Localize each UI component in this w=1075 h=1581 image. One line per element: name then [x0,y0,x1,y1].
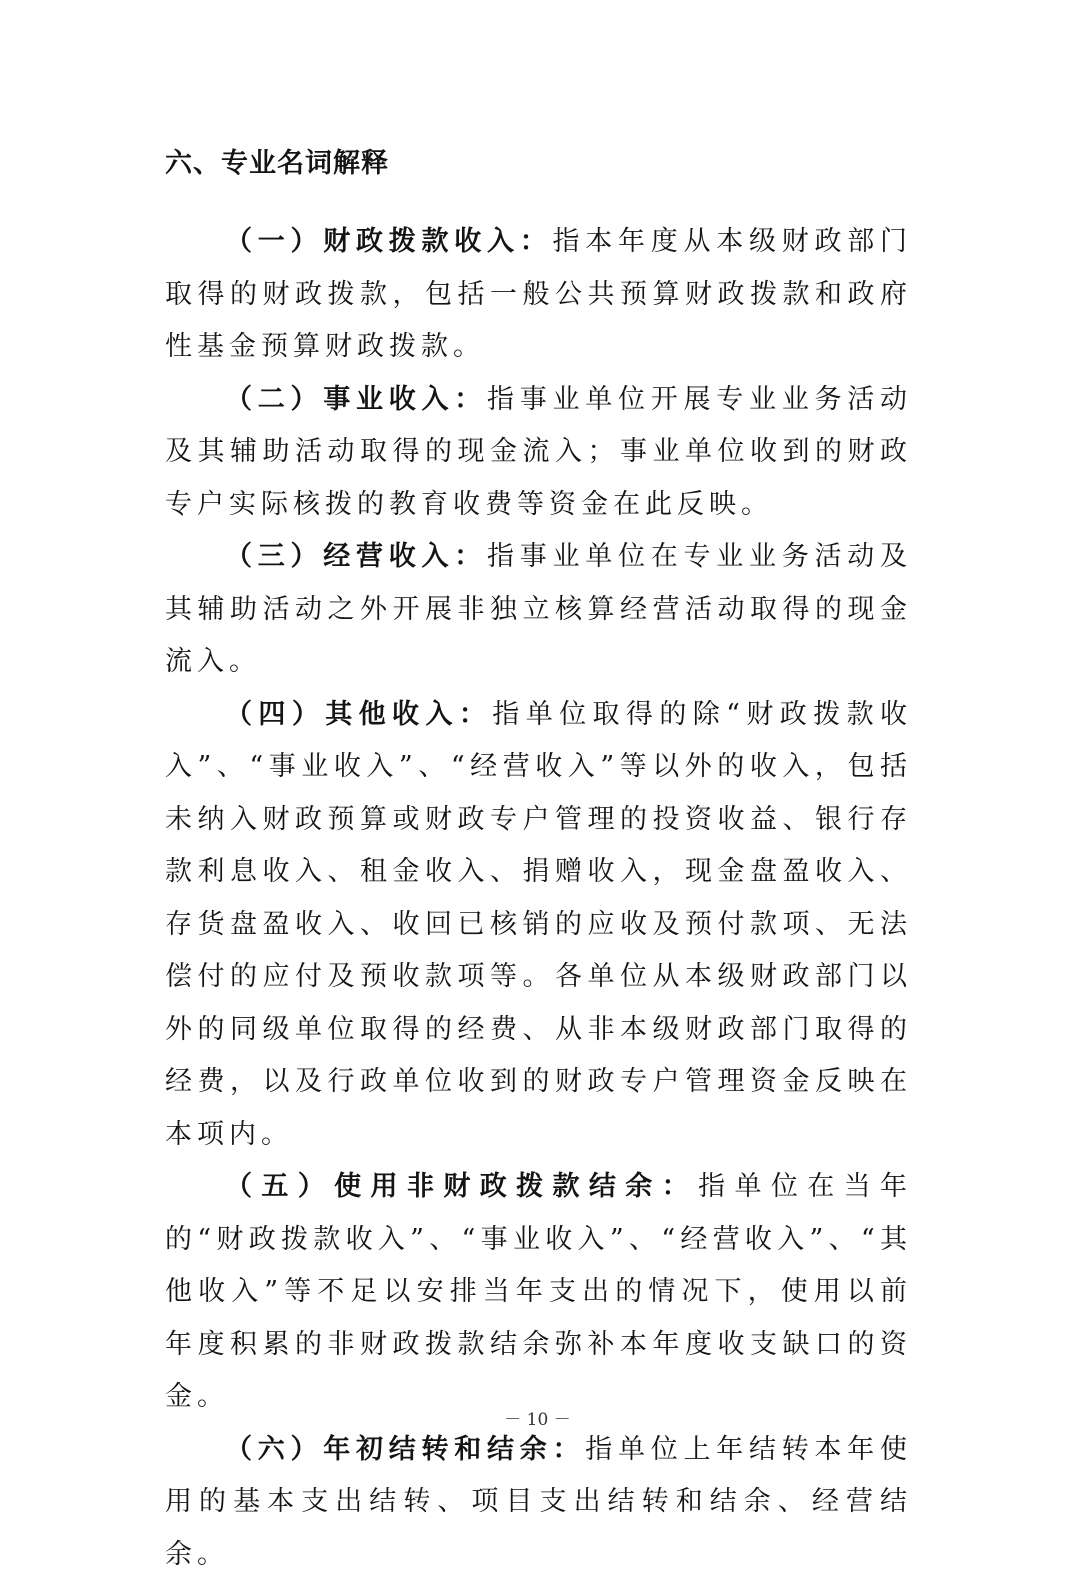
page-number: － 10 － [0,1408,1075,1432]
term-definition: 指单位上年结转本年使用的基本支出结转、项目支出结转和结余、经营结余。 [165,1434,912,1570]
term-label: （三）经营收入： [225,541,487,572]
paragraph-non-fiscal-balance-use [165,1161,912,1424]
term-label: （二）事业收入： [225,384,487,415]
term-definition: 指单位取得的除“财政拨款收入”、“事业收入”、“经营收入”等以外的收入，包括未纳入财政预算或财政专户管理的投资收益、银行存款利息收入、租金收入、捐赠收入，现金盘盈收入、存货盘盈收入、收回已核销的应收及预付款项、无法偿付的应付及预收款项等。各单位从本级财政部门以外的同级单位取得的经费、从非本级财政部门取得的经费，以及行政单位收到的财政专户管理资金反映在本项内。 [165,699,912,1150]
term-definition: 指本年度从本级财政部门取得的财政拨款，包括一般公共预算财政拨款和政府性基金预算财政拨款。 [165,226,912,362]
paragraph-opening-carryover-balance [165,1424,912,1581]
paragraph-operating-income [165,531,912,689]
term-label: （六）年初结转和结余： [225,1434,585,1465]
term-label: （一）财政拨款收入： [225,226,553,257]
section-title: 六、专业名词解释 [165,140,389,188]
paragraph-business-income [165,374,912,532]
term-definition: 指事业单位开展专业业务活动及其辅助活动取得的现金流入；事业单位收到的财政专户实际核拨的教育收费等资金在此反映。 [165,384,912,520]
term-definition: 指事业单位在专业业务活动及其辅助活动之外开展非独立核算经营活动取得的现金流入。 [165,541,912,677]
term-definition: 指单位在当年的“财政拨款收入”、“事业收入”、“经营收入”、“其他收入”等不足以安排当年支出的情况下，使用以前年度积累的非财政拨款结余弥补本年度收支缺口的资金。 [165,1171,912,1412]
paragraph-other-income [165,689,912,1162]
term-label: （四）其他收入： [225,699,492,730]
term-label: （五）使用非财政拨款结余： [225,1171,698,1202]
body-text [165,216,912,1581]
paragraph-fiscal-appropriation-income [165,216,912,374]
